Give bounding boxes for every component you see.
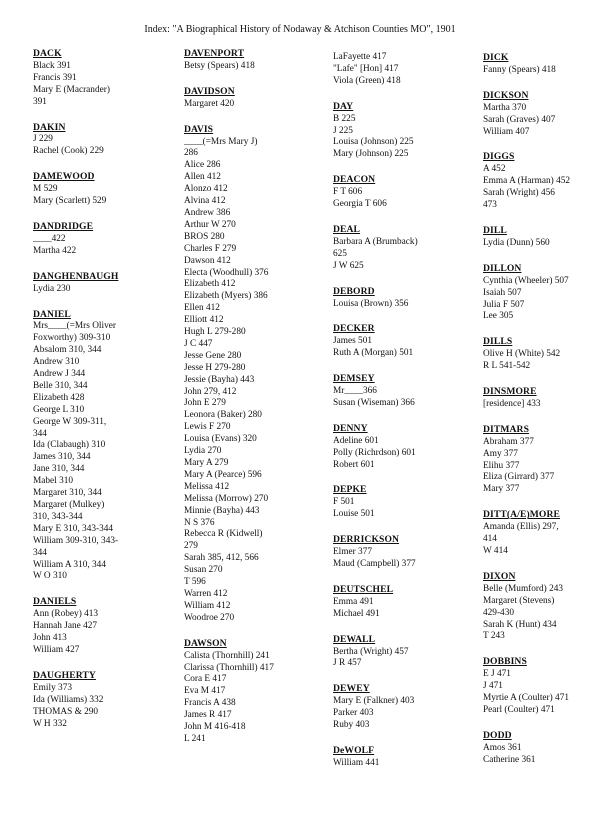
surname-heading: DOBBINS xyxy=(483,656,527,668)
index-entry xyxy=(33,122,141,159)
index-entry xyxy=(184,124,304,625)
index-line: Andrew 310 xyxy=(33,357,80,368)
index-line: Mary A 279 xyxy=(184,458,229,468)
surname-heading: DICKSON xyxy=(483,89,529,101)
surname-heading: DEBORD xyxy=(333,285,375,297)
index-entry xyxy=(333,534,447,571)
index-line: James R 417 xyxy=(184,710,232,721)
surname-heading: DILLS xyxy=(483,336,513,348)
index-entry xyxy=(483,52,595,77)
index-line: Pearl (Coulter) 471 xyxy=(483,704,555,715)
index-line: T 596 xyxy=(184,577,206,588)
surname-heading: DINSMORE xyxy=(483,386,537,398)
index-entry xyxy=(33,221,141,258)
index-line: William 412 xyxy=(184,600,231,611)
index-line: Mary (Scarlett) 529 xyxy=(33,196,107,207)
index-line: BROS 280 xyxy=(184,231,225,242)
index-line: Electa (Woodhull) 376 xyxy=(184,267,269,278)
index-line: LaFayette 417 xyxy=(333,52,387,62)
surname-heading: DAKIN xyxy=(33,121,66,133)
index-entry xyxy=(33,48,141,109)
surname-heading: DAVIS xyxy=(184,123,214,135)
index-line: Adeline 601 xyxy=(333,435,379,446)
index-line: Clarissa (Thornhill) 417 xyxy=(184,662,274,673)
index-line: Ida (Clabaugh) 310 xyxy=(33,440,106,451)
surname-heading: DEACON xyxy=(333,174,376,186)
surname-heading: DANGHENBAUGH xyxy=(33,270,119,282)
surname-heading: DEWALL xyxy=(333,633,376,645)
index-line: 391 xyxy=(33,96,47,107)
index-line: Isaiah 507 xyxy=(483,287,522,298)
index-line: John M 416-418 xyxy=(184,722,246,733)
index-line: William 407 xyxy=(483,126,530,137)
index-line: Myrtie A (Coulter) 471 xyxy=(483,693,569,704)
index-entry xyxy=(483,263,595,324)
index-line: Leonora (Baker) 280 xyxy=(184,410,262,421)
surname-heading: DEPKE xyxy=(333,484,367,496)
surname-heading: DERRICKSON xyxy=(333,534,400,546)
index-column-1 xyxy=(33,48,141,743)
index-line: Parker 403 xyxy=(333,708,374,719)
index-line: W 414 xyxy=(483,546,508,556)
index-line: Elihu 377 xyxy=(483,460,520,471)
index-line: E J 471 xyxy=(483,669,511,680)
index-line: 429-430 xyxy=(483,607,514,618)
index-line: "Lafe" [Hon] 417 xyxy=(333,63,399,74)
index-line: Fanny (Spears) 418 xyxy=(483,64,556,75)
index-line: Amy 377 xyxy=(483,448,518,459)
index-line: Viola (Green) 418 xyxy=(333,75,401,86)
index-line: Julia F 507 xyxy=(483,299,525,310)
index-line: Mary 377 xyxy=(483,484,520,495)
index-line: Lydia 230 xyxy=(33,283,71,294)
index-line: Maud (Campbell) 377 xyxy=(333,559,416,569)
index-line: Charles F 279 xyxy=(184,243,237,254)
surname-heading: DAVENPORT xyxy=(184,48,245,59)
index-line: Sarah (Graves) 407 xyxy=(483,114,556,125)
index-line: Bertha (Wright) 457 xyxy=(333,646,409,657)
index-line: Mary E 310, 343-344 xyxy=(33,523,114,534)
surname-heading: DEUTSCHEL xyxy=(333,583,394,595)
index-line: J 229 xyxy=(33,134,53,145)
surname-heading: DeWOLF xyxy=(333,744,375,756)
index-line: Mary A (Pearce) 596 xyxy=(184,469,262,480)
index-line: Ruth A (Morgan) 501 xyxy=(333,348,414,359)
index-line: 473 xyxy=(483,200,497,211)
index-line: Jesse H 279-280 xyxy=(184,362,246,373)
index-entry xyxy=(33,670,141,731)
index-line: THOMAS & 290 xyxy=(33,706,99,717)
index-line: F T 606 xyxy=(333,187,363,198)
index-line: Jessie (Bayha) 443 xyxy=(184,374,255,385)
surname-heading: DACK xyxy=(33,48,62,59)
index-line: George L 310 xyxy=(33,404,85,415)
index-line: Jesse Gene 280 xyxy=(184,350,242,361)
index-entry xyxy=(333,584,447,621)
index-line: Ruby 403 xyxy=(333,720,370,731)
index-line: Belle 310, 344 xyxy=(33,380,88,391)
surname-heading: DEAL xyxy=(333,223,361,235)
index-entry xyxy=(33,271,141,296)
index-line: T 243 xyxy=(483,631,505,642)
surname-heading: DENNY xyxy=(333,422,368,434)
index-line: W H 332 xyxy=(33,718,67,729)
index-line: ____422 xyxy=(33,233,66,244)
index-line: John 413 xyxy=(33,633,67,644)
index-line: Emma 491 xyxy=(333,596,374,607)
index-line: Amanda (Ellis) 297, xyxy=(483,522,559,533)
index-line: William 309-310, 343- xyxy=(33,535,119,546)
index-line: Ellen 412 xyxy=(184,303,220,314)
index-line: Melissa 412 xyxy=(184,481,230,492)
index-entry xyxy=(333,52,447,88)
surname-heading: DAMEWOOD xyxy=(33,171,95,183)
index-line: William 441 xyxy=(333,757,380,768)
index-line: Susan (Wiseman) 366 xyxy=(333,397,415,408)
index-entry xyxy=(483,730,595,767)
index-line: J R 457 xyxy=(333,658,362,669)
surname-heading: DANIEL xyxy=(33,308,71,320)
index-line: Francis A 438 xyxy=(184,698,236,709)
index-line: Mary E (Falkner) 403 xyxy=(333,696,415,707)
index-line: Ida (Williams) 332 xyxy=(33,694,104,705)
index-line: Betsy (Spears) 418 xyxy=(184,60,255,71)
index-line: Michael 491 xyxy=(333,608,380,619)
index-line: Calista (Thornhill) 241 xyxy=(184,650,270,661)
surname-heading: DEWEY xyxy=(333,683,370,695)
index-line: Mary E (Macrander) xyxy=(33,84,110,95)
index-line: James 310, 344 xyxy=(33,452,91,463)
index-line: Catherine 361 xyxy=(483,754,536,765)
index-line: Margaret 420 xyxy=(184,98,235,109)
index-entry xyxy=(333,634,447,671)
index-line: Lewis F 270 xyxy=(184,422,231,433)
index-line: Jane 310, 344 xyxy=(33,464,85,475)
index-line: Mabel 310 xyxy=(33,476,74,487)
index-line: Dawson 412 xyxy=(184,255,231,266)
surname-heading: DANIELS xyxy=(33,596,77,608)
index-line: Hugh L 279-280 xyxy=(184,327,246,338)
index-line: John 279, 412 xyxy=(184,386,237,397)
index-line: 414 xyxy=(483,534,497,545)
index-line: Eliza (Girrard) 377 xyxy=(483,472,555,483)
surname-heading: DILLON xyxy=(483,262,522,274)
index-line: Louise 501 xyxy=(333,509,375,520)
index-entry xyxy=(483,151,595,212)
index-entry xyxy=(483,336,595,373)
index-line: Barbara A (Brumback) xyxy=(333,236,418,247)
index-line: Lydia (Dunn) 560 xyxy=(483,237,550,248)
index-line: Margaret 310, 344 xyxy=(33,488,102,499)
index-line: Eva M 417 xyxy=(184,686,226,697)
index-line: Sarah (Wright) 456 xyxy=(483,188,555,199)
index-column-3 xyxy=(333,52,447,783)
index-entry xyxy=(333,101,447,162)
index-line: Andrew J 344 xyxy=(33,369,86,380)
index-line: L 241 xyxy=(184,733,206,744)
index-line: B 225 xyxy=(333,113,356,124)
index-line: Elmer 377 xyxy=(333,547,372,558)
surname-heading: DITMARS xyxy=(483,423,530,435)
index-entry xyxy=(483,225,595,250)
index-entry xyxy=(483,90,595,139)
index-line: ____(=Mrs Mary J) xyxy=(184,136,258,147)
index-entry xyxy=(333,745,447,770)
index-line: Rebecca R (Kidwell) xyxy=(184,529,263,540)
index-entry xyxy=(333,224,447,273)
index-line: J 225 xyxy=(333,125,353,136)
index-line: Louisa (Brown) 356 xyxy=(333,298,409,309)
index-line: Georgia T 606 xyxy=(333,199,387,210)
index-line: Sarah K (Hunt) 434 xyxy=(483,619,557,630)
index-line: Arthur W 270 xyxy=(184,219,236,230)
index-line: Black 391 xyxy=(33,60,71,71)
index-entry xyxy=(184,86,304,111)
index-entry xyxy=(184,638,304,746)
index-line: J C 447 xyxy=(184,338,213,349)
index-line: Olive H (White) 542 xyxy=(483,349,561,360)
index-line: J W 625 xyxy=(333,260,364,271)
index-line: W O 310 xyxy=(33,571,67,582)
index-line: Warren 412 xyxy=(184,588,228,599)
index-line: Lee 305 xyxy=(483,311,514,322)
index-line: Minnie (Bayha) 443 xyxy=(184,505,260,516)
index-line: J 471 xyxy=(483,681,503,692)
index-entry xyxy=(184,48,304,73)
index-line: William 427 xyxy=(33,644,80,655)
surname-heading: DECKER xyxy=(333,323,375,335)
index-line: Hannah Jane 427 xyxy=(33,621,98,632)
index-line: Martha 422 xyxy=(33,245,77,256)
index-entry xyxy=(333,373,447,410)
index-line: Abraham 377 xyxy=(483,436,534,447)
index-line: Ann (Robey) 413 xyxy=(33,609,99,620)
surname-heading: DAVIDSON xyxy=(184,85,235,97)
index-entry xyxy=(333,174,447,211)
index-line: Margaret (Mulkey) xyxy=(33,500,105,510)
index-entry xyxy=(333,323,447,360)
index-line: Amos 361 xyxy=(483,742,522,753)
index-line: Lydia 270 xyxy=(184,446,222,457)
index-entry xyxy=(333,683,447,732)
index-entry xyxy=(483,656,595,717)
index-entry xyxy=(333,423,447,472)
index-entry xyxy=(483,571,595,643)
index-line: Cynthia (Wheeler) 507 xyxy=(483,275,569,286)
index-line: Melissa (Morrow) 270 xyxy=(184,493,269,504)
surname-heading: DITT(A/E)MORE xyxy=(483,509,560,521)
index-line: 625 xyxy=(333,248,347,259)
index-entry xyxy=(483,386,595,411)
surname-heading: DODD xyxy=(483,729,512,741)
index-line: Rachel (Cook) 229 xyxy=(33,146,104,157)
index-line: Emily 373 xyxy=(33,682,72,693)
index-entry xyxy=(33,171,141,208)
index-line: Robert 601 xyxy=(333,459,375,470)
index-line: 310, 343-344 xyxy=(33,511,83,522)
index-column-4 xyxy=(483,52,595,780)
index-line: Elliott 412 xyxy=(184,315,224,326)
index-line: Elizabeth 412 xyxy=(184,279,236,290)
index-entry xyxy=(483,424,595,496)
index-line: 279 xyxy=(184,541,198,552)
index-line: 344 xyxy=(33,428,47,439)
index-line: James 501 xyxy=(333,336,372,347)
index-line: Andrew 386 xyxy=(184,207,231,218)
index-line: Mary (Johnson) 225 xyxy=(333,149,409,160)
surname-heading: DANDRIDGE xyxy=(33,220,94,232)
index-line: [residence] 433 xyxy=(483,398,541,409)
index-line: N S 376 xyxy=(184,517,215,528)
index-line: Alonzo 412 xyxy=(184,184,228,195)
index-line: Foxworthy) 309-310 xyxy=(33,333,111,344)
index-line: Martha 370 xyxy=(483,102,527,113)
surname-heading: DAY xyxy=(333,100,354,112)
index-line: A 452 xyxy=(483,164,506,175)
index-line: M 529 xyxy=(33,184,58,195)
index-line: Alice 286 xyxy=(184,160,221,171)
index-line: Francis 391 xyxy=(33,72,77,83)
index-line: Belle (Mumford) 243 xyxy=(483,583,564,594)
index-entry xyxy=(333,484,447,521)
surname-heading: DIXON xyxy=(483,570,516,582)
page-title: Index: "A Biographical History of Nodaway & Atchison Counties MO", 1901 xyxy=(144,24,456,35)
surname-heading: DAUGHERTY xyxy=(33,669,96,681)
index-column-2 xyxy=(184,48,304,759)
surname-heading: DIGGS xyxy=(483,151,515,163)
surname-heading: DILL xyxy=(483,224,507,236)
index-line: John E 279 xyxy=(184,398,226,409)
index-line: 286 xyxy=(184,148,198,159)
index-entry xyxy=(483,509,595,558)
index-line: Absalom 310, 344 xyxy=(33,345,102,356)
index-line: F 501 xyxy=(333,497,355,508)
index-line: Mr____366 xyxy=(333,386,377,397)
index-entry xyxy=(33,596,141,657)
index-line: Louisa (Johnson) 225 xyxy=(333,137,414,148)
index-line: Elizabeth 428 xyxy=(33,392,85,403)
index-line: Allen 412 xyxy=(184,172,221,183)
index-line: Cora E 417 xyxy=(184,674,227,685)
index-entry xyxy=(333,286,447,311)
index-line: Elizabeth (Myers) 386 xyxy=(184,291,268,302)
surname-heading: DICK xyxy=(483,52,509,63)
index-line: Susan 270 xyxy=(184,565,223,576)
index-line: Polly (Richrdson) 601 xyxy=(333,447,416,458)
surname-heading: DAWSON xyxy=(184,637,227,649)
surname-heading: DEMSEY xyxy=(333,373,375,385)
index-line: William A 310, 344 xyxy=(33,559,106,570)
index-line: R L 541-542 xyxy=(483,361,531,372)
index-line: Emma A (Harman) 452 xyxy=(483,176,571,187)
index-line: George W 309-311, xyxy=(33,416,107,427)
index-line: Mrs____(=Mrs Oliver xyxy=(33,321,116,332)
index-line: 344 xyxy=(33,547,47,558)
index-line: Margaret (Stevens) xyxy=(483,595,555,606)
index-line: Alvina 412 xyxy=(184,196,226,207)
index-line: Sarah 385, 412, 566 xyxy=(184,553,259,564)
index-line: Woodroe 270 xyxy=(184,612,235,623)
index-line: Louisa (Evans) 320 xyxy=(184,434,257,445)
index-entry xyxy=(33,309,141,584)
